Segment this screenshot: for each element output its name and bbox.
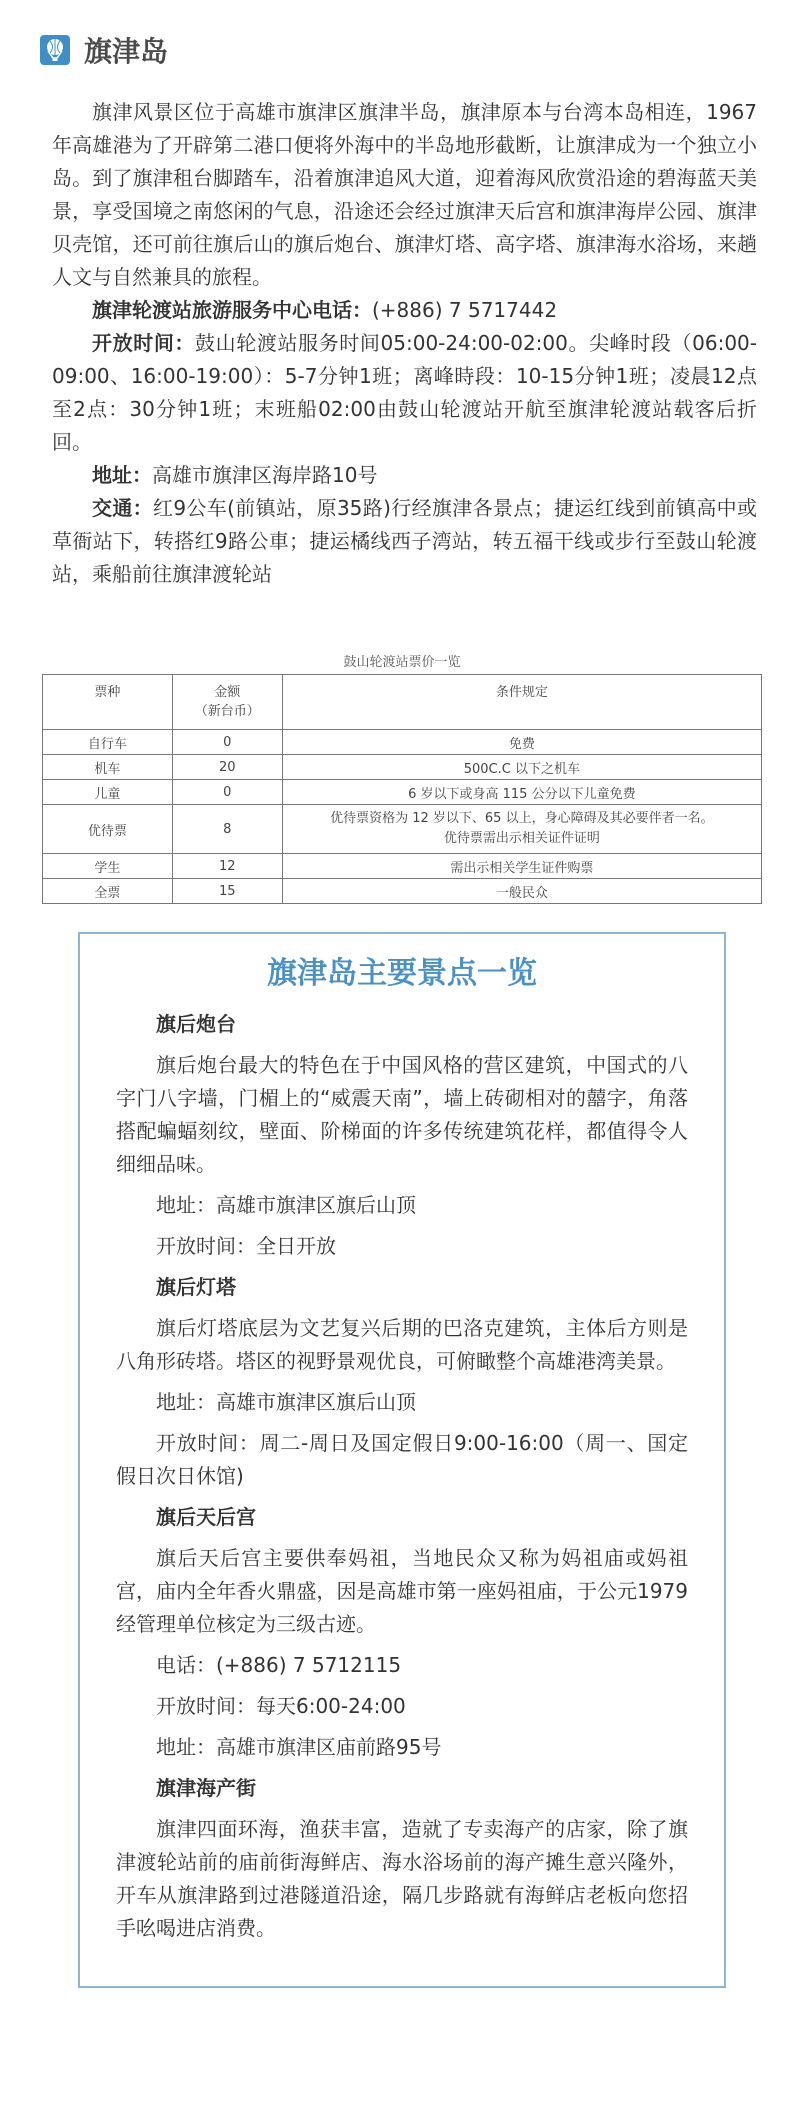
phone-label: 旗津轮渡站旅游服务中心电话： bbox=[92, 298, 372, 322]
attraction-phone: 电话：(+886) 7 5712115 bbox=[156, 1653, 402, 1677]
header-conditions: 条件规定 bbox=[282, 675, 761, 730]
transport-label: 交通： bbox=[92, 496, 154, 520]
ticket-type-cell: 学生 bbox=[43, 854, 173, 879]
amount-cell: 15 bbox=[172, 879, 282, 904]
condition-cell bbox=[282, 805, 761, 854]
section-heading: 旗后天后宫 bbox=[156, 1505, 256, 1529]
table-row bbox=[43, 805, 762, 854]
condition-line-2: 优待票需出示相关证件证明 bbox=[443, 831, 600, 846]
amount-cell: 0 bbox=[172, 730, 282, 755]
attractions-box bbox=[78, 932, 726, 1988]
phone-value: (+886) 7 5717442 bbox=[372, 298, 558, 322]
table-row bbox=[43, 780, 762, 805]
fare-table bbox=[42, 674, 762, 904]
condition-cell: 6 岁以下或身高 115 公分以下儿童免费 bbox=[282, 780, 761, 805]
amount-cell: 8 bbox=[172, 805, 282, 854]
attraction-address: 地址：高雄市旗津区旗后山顶 bbox=[156, 1390, 416, 1414]
phone-info bbox=[52, 294, 757, 327]
hot-air-balloon-icon bbox=[40, 35, 70, 65]
amount-cell: 20 bbox=[172, 755, 282, 780]
transport-value: 红9公车(前镇站，原35路)行经旗津各景点；捷运红线到前镇高中或草衙站下，转搭红9路公車；捷运橘线西子湾站，转五福干线或步行至鼓山轮渡站，乘船前往旗津渡轮站 bbox=[52, 496, 758, 586]
address-label: 地址： bbox=[92, 463, 152, 487]
header-amount bbox=[172, 675, 282, 730]
condition-line-1: 优待票资格为 12 岁以下、65 以上，身心障碍及其必要伴者一名。 bbox=[330, 811, 714, 826]
attraction-description: 旗后灯塔底层为文艺复兴后期的巴洛克建筑，主体后方则是八角形砖塔。塔区的视野景观优良，可俯瞰整个高雄港湾美景。 bbox=[116, 1316, 688, 1373]
attractions-title: 旗津岛主要景点一览 bbox=[267, 956, 537, 991]
section-header bbox=[40, 30, 168, 70]
attraction-hours: 开放时间：周二-周日及国定假日9:00-16:00（周一、国定假日次日休馆) bbox=[116, 1431, 688, 1488]
hours-label: 开放时间： bbox=[92, 331, 196, 355]
intro-section bbox=[52, 96, 757, 591]
fare-table-section bbox=[42, 652, 762, 904]
condition-cell: 500C.C 以下之机车 bbox=[282, 755, 761, 780]
amount-cell: 12 bbox=[172, 854, 282, 879]
intro-paragraph: 旗津风景区位于高雄市旗津区旗津半岛，旗津原本与台湾本岛相连，1967年高雄港为了开辟第二港口便将外海中的半岛地形截断，让旗津成为一个独立小岛。到了旗津租台脚踏车，沿着旗津追风大道，迎着海风欣赏沿途的碧海蓝天美景，享受国境之南悠闲的气息，沿途还会经过旗津天后宫和旗津海岸公园、旗津贝壳馆，还可前往旗后山的旗后炮台、旗津灯塔、高字塔、旗津海水浴场，来趟人文与自然兼具的旅程。 bbox=[52, 100, 757, 289]
attraction-description: 旗后炮台最大的特色在于中国风格的营区建筑，中国式的八字门八字墙，门楣上的“威震天南”，墙上砖砌相对的囍字，角落搭配蝙蝠刻纹，壁面、阶梯面的许多传统建筑花样，都值得令人细细品味。 bbox=[116, 1053, 688, 1176]
section-heading: 旗后灯塔 bbox=[156, 1275, 236, 1299]
attraction-address: 地址：高雄市旗津区庙前路95号 bbox=[156, 1735, 442, 1759]
ticket-type-cell: 儿童 bbox=[43, 780, 173, 805]
condition-cell: 免费 bbox=[282, 730, 761, 755]
ticket-type-cell: 机车 bbox=[43, 755, 173, 780]
attraction-hours: 开放时间：全日开放 bbox=[156, 1234, 336, 1258]
address-value: 高雄市旗津区海岸路10号 bbox=[152, 463, 378, 487]
table-row bbox=[43, 730, 762, 755]
attraction-description: 旗后天后宫主要供奉妈祖，当地民众又称为妈祖庙或妈祖宫，庙内全年香火鼎盛，因是高雄市第一座妈祖庙，于公元1979经管理单位核定为三级古迹。 bbox=[116, 1546, 688, 1636]
attraction-description: 旗津四面环海，渔获丰富，造就了专卖海产的店家，除了旗津渡轮站前的庙前街海鲜店、海水浴场前的海产摊生意兴隆外，开车从旗津路到过港隧道沿途，隔几步路就有海鲜店老板向您招手吆喝进店消费。 bbox=[116, 1817, 688, 1940]
page-title: 旗津岛 bbox=[84, 35, 169, 68]
transport-info bbox=[52, 492, 757, 591]
condition-cell: 一般民众 bbox=[282, 879, 761, 904]
table-row bbox=[43, 854, 762, 879]
hours-value: 鼓山轮渡站服务时间05:00-24:00-02:00。尖峰时段（06:00-09:00、16:00-19:00）：5-7分钟1班；离峰時段：10-15分钟1班；凌晨12点至2点：30分钟1班；末班船02:00由鼓山轮渡站开航至旗津轮渡站载客后折回。 bbox=[52, 331, 757, 454]
table-row bbox=[43, 879, 762, 904]
attractions-content bbox=[116, 1008, 688, 1945]
section-heading: 旗后炮台 bbox=[156, 1012, 236, 1036]
attraction-hours: 开放时间：每天6:00-24:00 bbox=[156, 1694, 406, 1718]
header-ticket-type: 票种 bbox=[43, 675, 173, 730]
ticket-type-cell: 全票 bbox=[43, 879, 173, 904]
table-row bbox=[43, 755, 762, 780]
attraction-address: 地址：高雄市旗津区旗后山顶 bbox=[156, 1193, 416, 1217]
section-heading: 旗津海产街 bbox=[156, 1776, 256, 1800]
amount-cell: 0 bbox=[172, 780, 282, 805]
fare-table-caption: 鼓山轮渡站票价一览 bbox=[343, 655, 461, 670]
header-currency: （新台币） bbox=[194, 704, 260, 719]
address-info bbox=[52, 459, 757, 492]
ticket-type-cell: 优待票 bbox=[43, 805, 173, 854]
condition-cell: 需出示相关学生证件购票 bbox=[282, 854, 761, 879]
ticket-type-cell: 自行车 bbox=[43, 730, 173, 755]
fare-table-header-row bbox=[43, 675, 762, 730]
hours-info bbox=[52, 327, 757, 459]
header-amount-label: 金额 bbox=[214, 685, 241, 700]
